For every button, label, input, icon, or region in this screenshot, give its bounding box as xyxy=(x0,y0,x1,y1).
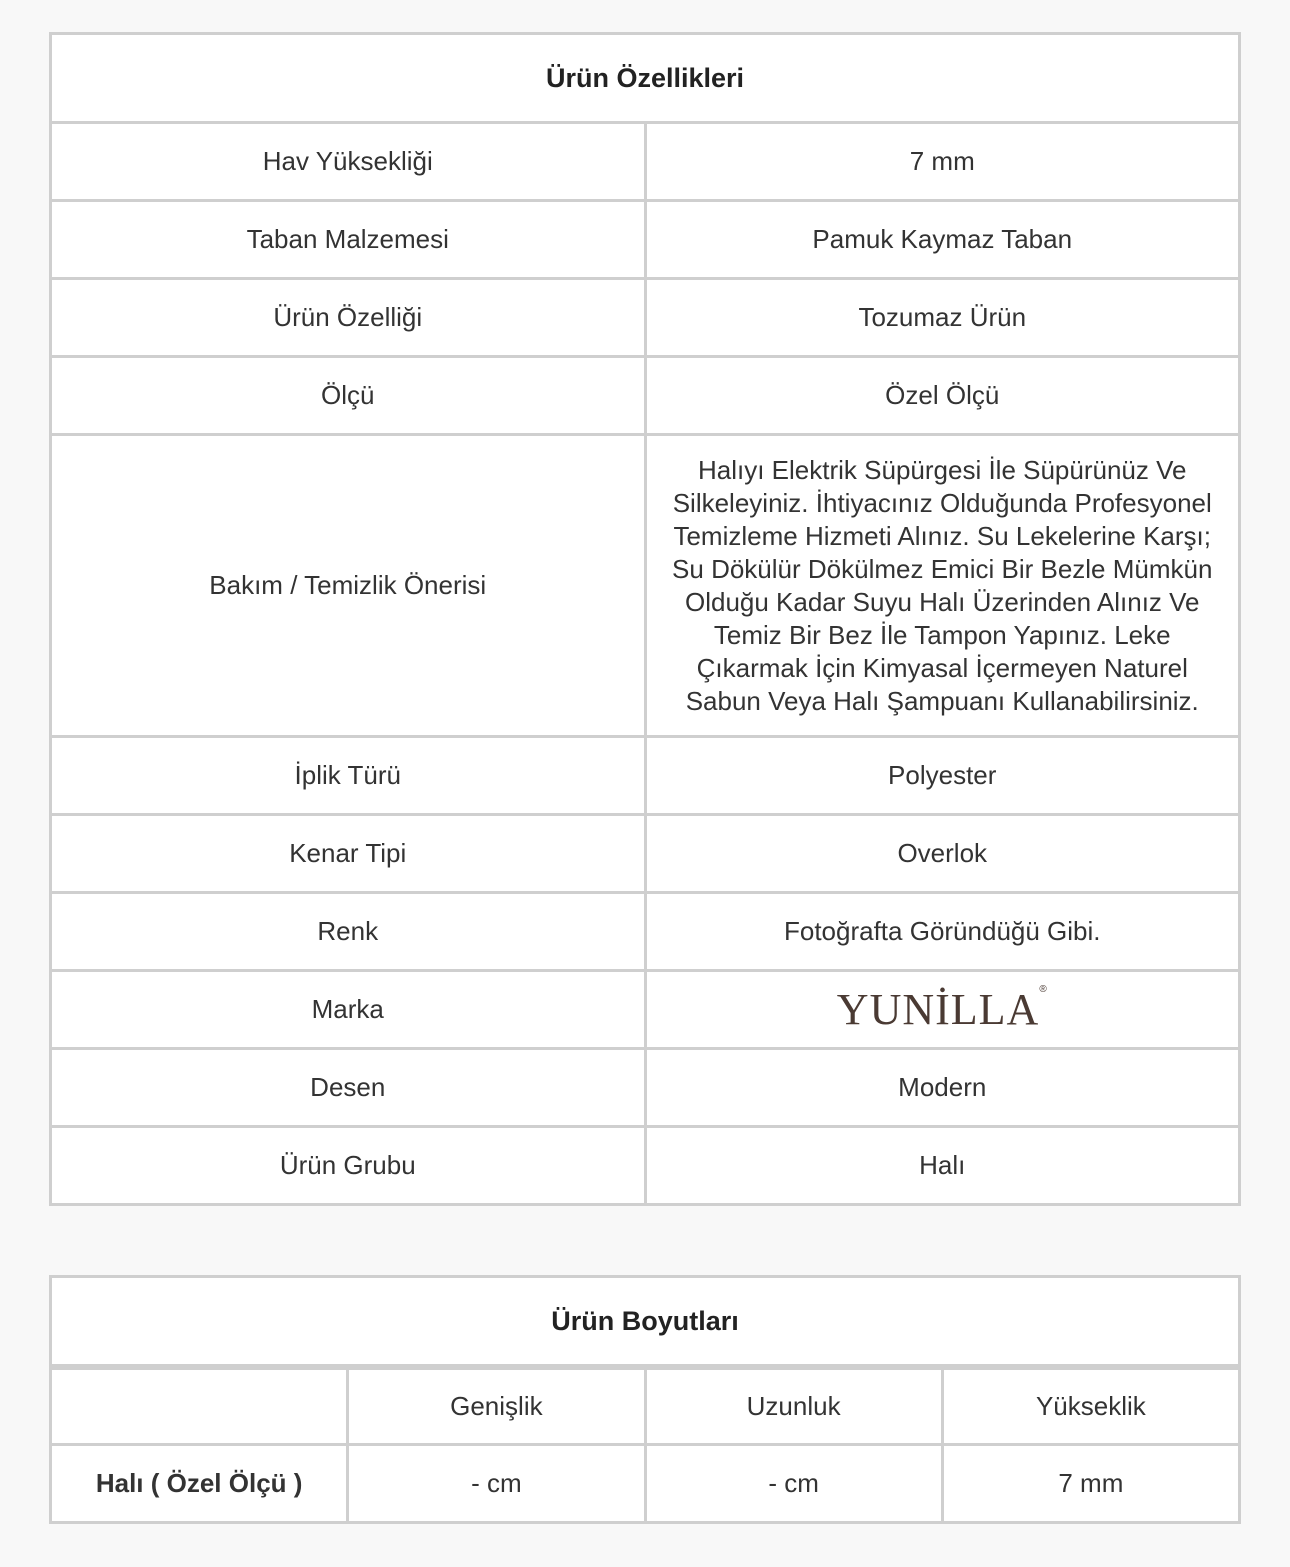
feature-label: Marka xyxy=(51,971,646,1049)
product-dimensions-table xyxy=(49,1275,1241,1524)
feature-label: Ürün Grubu xyxy=(51,1127,646,1205)
column-header xyxy=(51,1367,348,1445)
brand-cell xyxy=(645,971,1240,1049)
table-row xyxy=(51,279,1240,357)
table-row xyxy=(51,1049,1240,1127)
table-row xyxy=(51,971,1240,1049)
product-features-table xyxy=(49,32,1241,1206)
feature-value: Tozumaz Ürün xyxy=(645,279,1240,357)
dimensions-title: Ürün Boyutları xyxy=(51,1277,1240,1368)
feature-value: Halı xyxy=(645,1127,1240,1205)
feature-value: Özel Ölçü xyxy=(645,357,1240,435)
feature-value: Modern xyxy=(645,1049,1240,1127)
column-header-width: Genişlik xyxy=(348,1367,645,1445)
column-header-length: Uzunluk xyxy=(645,1367,942,1445)
brand-name: YUNİLLA xyxy=(836,985,1040,1034)
feature-label: Hav Yüksekliği xyxy=(51,123,646,201)
feature-label: Desen xyxy=(51,1049,646,1127)
feature-label: Kenar Tipi xyxy=(51,815,646,893)
feature-value: Overlok xyxy=(645,815,1240,893)
feature-value: Halıyı Elektrik Süpürgesi İle Süpürünüz Ve Silkeleyiniz. İhtiyacınız Olduğunda Profesyonel Temizleme Hizmeti Alınız. Su Lekelerine Karşı; Su Dökülür Dökülmez Emici Bir Bezle Mümkün Olduğu Kadar Suyu Halı Üzerinden Alınız Ve Temiz Bir Bez İle Tampon Yapınız. Leke Çıkarmak İçin Kimyasal İçermeyen Naturel Sabun Veya Halı Şampuanı Kullanabilirsiniz. xyxy=(645,435,1240,737)
feature-label: Ölçü xyxy=(51,357,646,435)
table-header-row xyxy=(51,1367,1240,1445)
brand-logo xyxy=(837,984,1048,1035)
features-title: Ürün Özellikleri xyxy=(51,34,1240,123)
registered-mark-icon: ® xyxy=(1039,984,1048,995)
column-header-height: Yükseklik xyxy=(942,1367,1239,1445)
row-label: Halı ( Özel Ölçü ) xyxy=(51,1445,348,1523)
table-row xyxy=(51,893,1240,971)
feature-value: Pamuk Kaymaz Taban xyxy=(645,201,1240,279)
table-row xyxy=(51,815,1240,893)
table-row xyxy=(51,435,1240,737)
table-row xyxy=(51,123,1240,201)
table-row xyxy=(51,357,1240,435)
feature-label: Ürün Özelliği xyxy=(51,279,646,357)
feature-label: Renk xyxy=(51,893,646,971)
feature-label: Bakım / Temizlik Önerisi xyxy=(51,435,646,737)
feature-label: Taban Malzemesi xyxy=(51,201,646,279)
feature-value: Polyester xyxy=(645,737,1240,815)
feature-label: İplik Türü xyxy=(51,737,646,815)
width-value: - cm xyxy=(348,1445,645,1523)
table-row xyxy=(51,737,1240,815)
table-row xyxy=(51,1127,1240,1205)
feature-value: 7 mm xyxy=(645,123,1240,201)
feature-value: Fotoğrafta Göründüğü Gibi. xyxy=(645,893,1240,971)
table-row xyxy=(51,1445,1240,1523)
height-value: 7 mm xyxy=(942,1445,1239,1523)
length-value: - cm xyxy=(645,1445,942,1523)
table-row xyxy=(51,201,1240,279)
